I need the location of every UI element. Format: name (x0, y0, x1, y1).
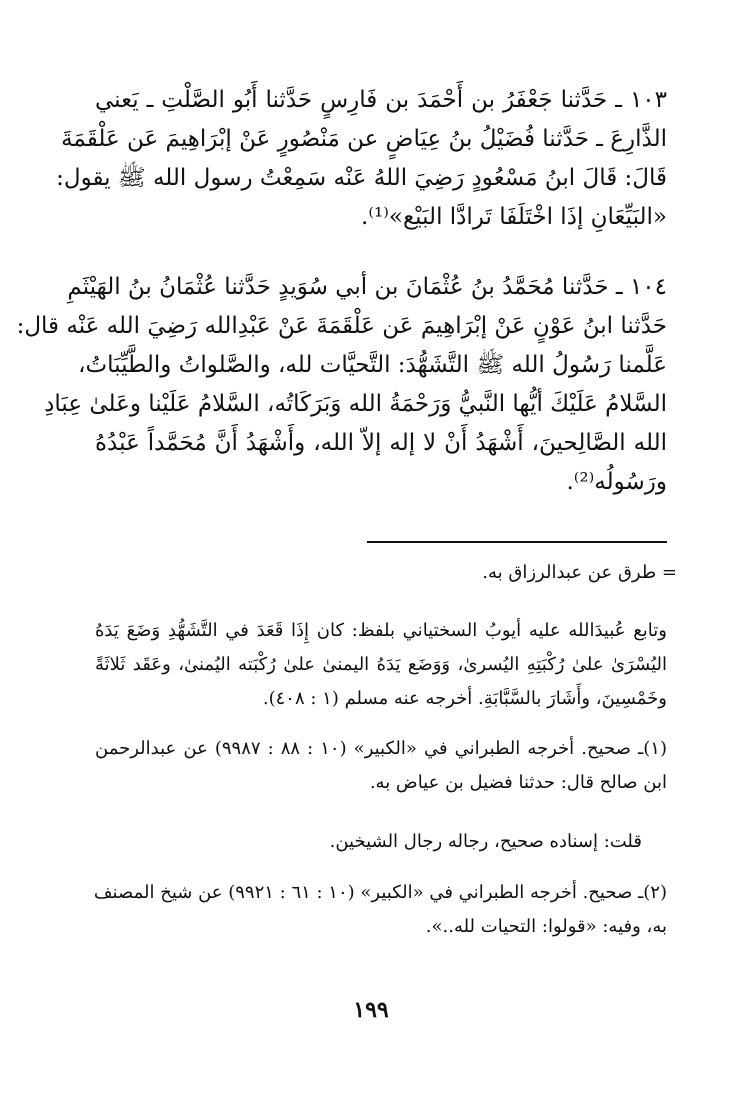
hadith-103-line-2: الذَّارِعَ ـ حَدَّثنا فُضَيْلُ بنُ عِيَاضٍ عن مَنْصُورٍ عَنْ إبْرَاهِيمَ عَن عَلْقَمَةَ (61, 126, 667, 152)
hadith-103-line-4: «البَيِّعَانِ إذَا اخْتَلَفَا تَرادَّا البَيْع»⁽¹⁾. (361, 204, 667, 230)
hadith-104-line-5: الله الصَّالِحينَ، أَشْهَدُ أَنْ لا إله إلاّ الله، وأَشْهَدُ أَنَّ مُحَمَّداً عَبْدُهُ (95, 430, 667, 456)
footnote-1-line-1: (١)ـ صحيح. أخرجه الطبراني في «الكبير» (١٠ : ٨٨ : ٩٩٨٧) عن عبدالرحمن (95, 738, 667, 759)
footnote-1-comment: قلت: إسناده صحيح، رجاله رجال الشيخين. (329, 831, 642, 852)
footnote-2-line-1: (٢)ـ صحيح. أخرجه الطبراني في «الكبير» (١٠ : ٦١ : ٩٩٢١) عن شيخ المصنف (93, 882, 667, 903)
hadith-104-line-2: حَدَّثنا ابنُ عَوْنٍ عَنْ إبْرَاهِيمَ عَن عَلْقَمَةَ عَنْ عَبْدِالله رَضِيَ الله عَنْه قال: (16, 313, 667, 339)
hadith-104-line-1: ١٠٤ ـ حَدَّثنا مُحَمَّدُ بنُ عُثْمَانَ بن أبي سُوَيدٍ حَدَّثنا عُثْمَانُ بنُ الهَيْثَمِ (67, 274, 667, 300)
footnote-continuation: = طرق عن عبدالرزاق به. (482, 562, 677, 583)
hadith-104-line-6: ورَسُولُه⁽²⁾. (566, 469, 667, 495)
footnote-separator (367, 541, 667, 543)
footnote-1-line-2: ابن صالح قال: حدثنا فضيل بن عياض به. (369, 772, 667, 793)
page-number: ١٩٩ (353, 997, 389, 1023)
footnote-2-line-2: به، وفيه: «قولوا: التحيات لله..». (425, 916, 667, 937)
hadith-104-line-3: عَلَّمنا رَسُولُ الله ﷺ التَّشَهُّدَ: التَّحيَّات لله، والصَّلواتُ والطَّيِّبَاتُ، (78, 352, 667, 378)
hadith-103-line-3: قَالَ: قَالَ ابنُ مَسْعُودٍ رَضِيَ اللهُ عَنْه سَمِعْتُ رسول الله ﷺ يقول: (56, 165, 667, 191)
hadith-104-line-4: السَّلامُ عَلَيْكَ أيُّها النَّبيُّ وَرَحْمَةُ الله وَبَرَكَاتُه، السَّلامُ عَلَيْنا وعَلىٰ عِبَادِ (44, 391, 667, 417)
follow-up-line-3: وخَمْسِينَ، وأَشَارَ بالسَّبَّابَةِ. أخرجه عنه مسلم (١ : ٤٠٨). (262, 688, 667, 709)
hadith-103-line-1: ١٠٣ ـ حَدَّثنا جَعْفَرُ بن أَحْمَدَ بن فَارِسٍ حَدَّثنا أَبُو الصَّلْتِ ـ يَعني (95, 87, 667, 113)
follow-up-line-1: وتابع عُبيدَالله عليه أيوبُ السختياني بلفظ: كان إِذَا قَعَدَ في التَّشَهُّدِ وَضَعَ يَدَهُ (95, 620, 667, 641)
follow-up-line-2: اليُسْرَىٰ علىٰ رُكْبَتِهِ اليُسرىٰ، وَوَضَع يَدَهُ اليمنىٰ علىٰ رُكْبَته اليُمنىٰ، وعَقَد ثَلاثَةً (95, 654, 667, 675)
